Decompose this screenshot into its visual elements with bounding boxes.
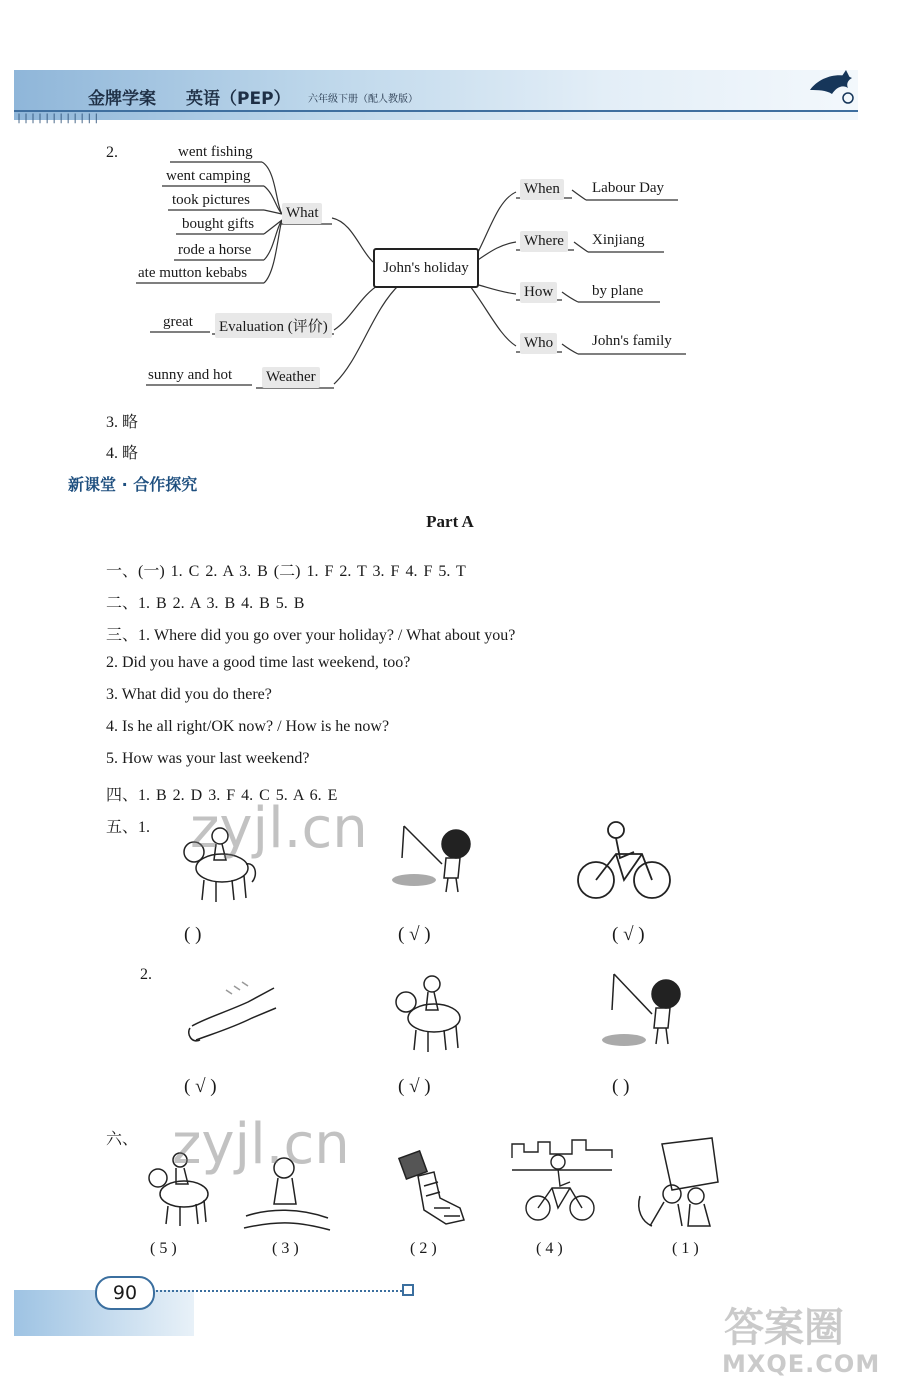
grade-label: 六年级下册（配人教版） [308,94,418,105]
q5-1-mark-1: ( ) [184,924,202,945]
horse-rider-icon-2 [384,966,474,1058]
what-item-1: went fishing [178,144,253,160]
answer-line-4: 2. Did you have a good time last weekend, too? [106,654,411,671]
what-node: What [282,203,322,224]
q5-2-mark-1: ( √ ) [184,1076,217,1097]
where-value: Xinjiang [592,232,645,248]
watermark-corner: 答案圈 [724,1305,844,1351]
footer-square-icon [402,1284,414,1296]
mindmap-center: John's holiday [373,248,479,288]
boy-cycling-icon [572,818,676,902]
answer-line-5: 3. What did you do there? [106,686,272,703]
q6-label: 六、 [106,1131,139,1148]
answer-3: 3. 略 [106,414,139,431]
part-title: Part A [426,512,474,531]
how-node: How [520,282,557,303]
weather-value: sunny and hot [148,367,233,383]
what-item-2: went camping [166,168,251,184]
what-item-4: bought gifts [182,216,255,232]
answer-4: 4. 略 [106,445,139,462]
q5-2-mark-2: ( √ ) [398,1076,431,1097]
watermark-2: zyjl.cn [172,1112,350,1177]
answer-line-1: 一、(一) 1. C 2. A 3. B (二) 1. F 2. T 3. F 4. F 5. T [106,563,466,580]
q6-order-2: ( 3 ) [272,1240,299,1257]
answer-line-7: 5. How was your last weekend? [106,750,310,767]
q5-1-mark-3: ( √ ) [612,924,645,945]
when-value: Labour Day [592,180,665,196]
weather-node: Weather [262,367,320,388]
header-ticks: |||||||||||| [16,113,101,124]
mindmap-lines [0,0,900,420]
boy-fishing-icon [384,822,484,896]
what-item-5: rode a horse [178,242,252,258]
q5-label-2: 2. [140,966,152,983]
footer-dots [152,1290,402,1292]
q6-order-1: ( 5 ) [150,1240,177,1257]
who-value: John's family [592,333,672,349]
q6-order-5: ( 1 ) [672,1240,699,1257]
q5-label: 五、1. [106,819,151,836]
answer-line-3: 三、1. Where did you go over your holiday? / What about you? [106,627,516,644]
answer-line-8: 四、1. B 2. D 3. F 4. C 5. A 6. E [106,787,338,804]
when-node: When [520,179,564,200]
section-title: 新课堂 · 合作探究 [68,475,198,494]
what-item-3: took pictures [172,192,250,208]
answer-line-6: 4. Is he all right/OK now? / How is he now? [106,718,390,735]
cycling-city-icon [510,1138,614,1224]
hurt-foot-icon [394,1150,470,1234]
boy-fishing-icon-2 [594,970,694,1054]
watermark-corner-url: MXQE.COM [722,1350,881,1378]
who-node: Who [520,333,557,354]
answer-line-2: 二、1. B 2. A 3. B 4. B 5. B [106,595,305,612]
q6-order-3: ( 2 ) [410,1240,437,1257]
q6-order-4: ( 4 ) [536,1240,563,1257]
what-item-6: ate mutton kebabs [138,265,248,281]
evaluation-value: great [163,314,193,330]
broken-arm-icon [186,978,280,1050]
evaluation-node: Evaluation (评价) [215,313,332,338]
how-value: by plane [592,283,644,299]
where-node: Where [520,231,568,252]
q5-1-mark-2: ( √ ) [398,924,431,945]
q5-2-mark-3: ( ) [612,1076,630,1097]
mindmap-number: 2. [106,144,118,161]
page-number: 90 [95,1276,155,1310]
subject-title: 英语（PEP） [186,89,291,109]
painting-icon [632,1136,728,1230]
watermark-1: zyjl.cn [190,796,368,861]
book-title: 金牌学案 [88,89,156,109]
